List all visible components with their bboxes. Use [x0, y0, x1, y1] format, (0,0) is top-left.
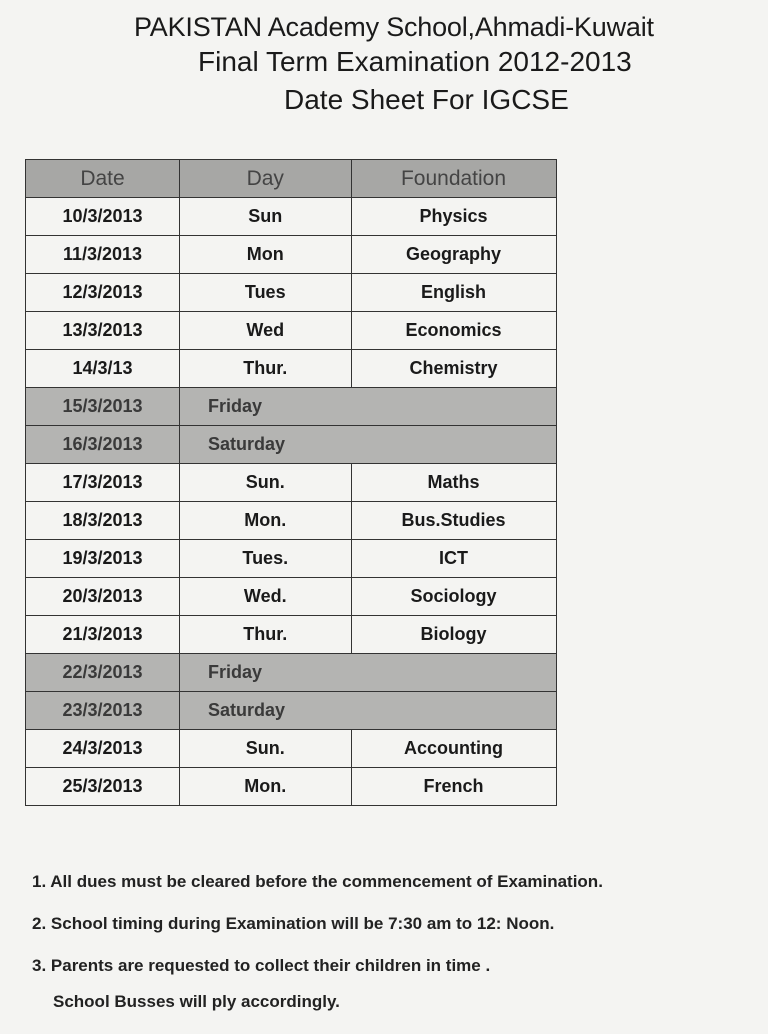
- cell-date: 22/3/2013: [26, 654, 180, 692]
- cell-date: 12/3/2013: [26, 274, 180, 312]
- cell-subject: Geography: [351, 236, 556, 274]
- cell-day: Thur.: [180, 616, 352, 654]
- table-row: [26, 198, 557, 236]
- cell-subject: Economics: [351, 312, 556, 350]
- holiday-row: [26, 692, 557, 730]
- cell-date: 16/3/2013: [26, 426, 180, 464]
- cell-date: 13/3/2013: [26, 312, 180, 350]
- cell-date: 15/3/2013: [26, 388, 180, 426]
- holiday-row: [26, 654, 557, 692]
- cell-day: Friday: [180, 388, 352, 426]
- table-row: [26, 274, 557, 312]
- cell-day: Saturday: [180, 692, 352, 730]
- cell-date: 11/3/2013: [26, 236, 180, 274]
- cell-day: Wed.: [180, 578, 352, 616]
- cell-day: Mon.: [180, 768, 352, 806]
- table-row: [26, 578, 557, 616]
- notes-list: [32, 872, 603, 1034]
- date-sheet-title: Date Sheet For IGCSE: [284, 84, 569, 115]
- cell-subject: ICT: [351, 540, 556, 578]
- cell-subject: Accounting: [351, 730, 556, 768]
- table-row: [26, 350, 557, 388]
- cell-day: Friday: [180, 654, 352, 692]
- cell-day: Thur.: [180, 350, 352, 388]
- cell-subject: French: [351, 768, 556, 806]
- header-foundation: Foundation: [351, 160, 556, 198]
- date-sheet-table: [25, 159, 557, 806]
- cell-subject: Bus.Studies: [351, 502, 556, 540]
- cell-day: Saturday: [180, 426, 352, 464]
- school-name: PAKISTAN Academy School,Ahmadi-Kuwait: [134, 12, 654, 42]
- table-row: [26, 540, 557, 578]
- cell-subject: [351, 654, 556, 692]
- table-row: [26, 616, 557, 654]
- table-row: [26, 768, 557, 806]
- cell-date: 24/3/2013: [26, 730, 180, 768]
- note-item: 3. Parents are requested to collect their children in time .: [32, 956, 491, 975]
- header-day: Day: [180, 160, 352, 198]
- note-item: School Busses will ply accordingly.: [53, 992, 340, 1011]
- cell-subject: Biology: [351, 616, 556, 654]
- cell-subject: Sociology: [351, 578, 556, 616]
- cell-day: Sun.: [180, 730, 352, 768]
- cell-day: Tues: [180, 274, 352, 312]
- cell-subject: Physics: [351, 198, 556, 236]
- cell-day: Wed: [180, 312, 352, 350]
- cell-date: 14/3/13: [26, 350, 180, 388]
- table-body: [26, 198, 557, 806]
- cell-date: 25/3/2013: [26, 768, 180, 806]
- cell-date: 23/3/2013: [26, 692, 180, 730]
- holiday-row: [26, 426, 557, 464]
- cell-subject: [351, 426, 556, 464]
- table-row: [26, 236, 557, 274]
- cell-day: Mon: [180, 236, 352, 274]
- cell-day: Sun.: [180, 464, 352, 502]
- cell-date: 20/3/2013: [26, 578, 180, 616]
- cell-subject: [351, 388, 556, 426]
- header-date: Date: [26, 160, 180, 198]
- table-header-row: [26, 160, 557, 198]
- cell-date: 19/3/2013: [26, 540, 180, 578]
- cell-day: Sun: [180, 198, 352, 236]
- table-row: [26, 502, 557, 540]
- cell-date: 17/3/2013: [26, 464, 180, 502]
- note-item: 1. All dues must be cleared before the commencement of Examination.: [32, 872, 603, 891]
- holiday-row: [26, 388, 557, 426]
- table-row: [26, 730, 557, 768]
- cell-subject: [351, 692, 556, 730]
- cell-day: Tues.: [180, 540, 352, 578]
- cell-date: 18/3/2013: [26, 502, 180, 540]
- table-row: [26, 464, 557, 502]
- table-row: [26, 312, 557, 350]
- note-item: 2. School timing during Examination will be 7:30 am to 12: Noon.: [32, 914, 555, 933]
- cell-subject: English: [351, 274, 556, 312]
- cell-subject: Maths: [351, 464, 556, 502]
- exam-title: Final Term Examination 2012-2013: [198, 46, 632, 77]
- cell-day: Mon.: [180, 502, 352, 540]
- cell-date: 21/3/2013: [26, 616, 180, 654]
- cell-subject: Chemistry: [351, 350, 556, 388]
- cell-date: 10/3/2013: [26, 198, 180, 236]
